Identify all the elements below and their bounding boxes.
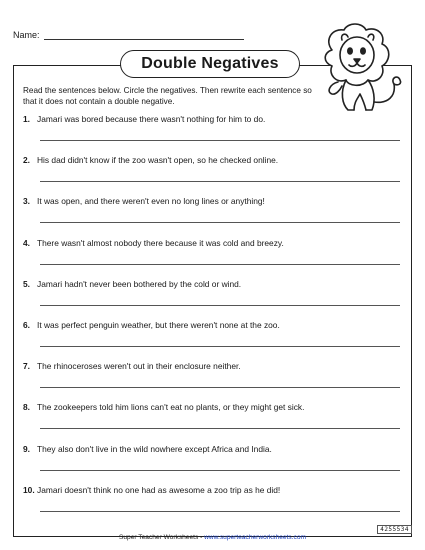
question-number: 10. [23, 484, 35, 495]
question-text: Jamari was bored because there wasn't nothing for him to do. [37, 114, 266, 124]
question-item [23, 114, 403, 124]
question-number: 9. [23, 443, 30, 454]
question-row [23, 238, 403, 248]
question-number: 5. [23, 278, 30, 289]
instructions: Read the sentences below. Circle the negatives. Then rewrite each sentence so that it does not contain a double negative. [23, 86, 312, 106]
question-item [23, 444, 403, 454]
answer-line[interactable] [40, 346, 400, 347]
question-text: Jamari doesn't think no one had as awesome a zoo trip as he did! [37, 484, 281, 495]
question-item [23, 361, 403, 371]
question-row [23, 402, 403, 412]
answer-line[interactable] [40, 428, 400, 429]
question-text: It was perfect penguin weather, but there weren't none at the zoo. [37, 320, 280, 330]
question-text: Jamari hadn't never been bothered by the cold or wind. [37, 278, 242, 289]
question-item [23, 485, 403, 495]
question-number: 6. [23, 320, 30, 330]
question-item [23, 238, 403, 248]
question-item [23, 155, 403, 165]
question-row [23, 320, 403, 330]
answer-line[interactable] [40, 181, 400, 182]
name-field [13, 30, 244, 40]
question-text: The zookeepers told him lions can't eat no plants, or they might get sick. [37, 402, 305, 413]
question-item [23, 402, 403, 412]
lion-icon [318, 22, 406, 118]
footer [0, 534, 425, 541]
answer-line[interactable] [40, 305, 400, 306]
page-title-text: Double Negatives [141, 55, 279, 72]
question-text: His dad didn't know if the zoo wasn't open, so he checked online. [37, 155, 279, 166]
answer-line[interactable] [40, 222, 400, 223]
name-label: Name: [13, 30, 40, 40]
question-number: 8. [23, 402, 30, 413]
footer-brand: Super Teacher Worksheets - [118, 534, 205, 541]
answer-line[interactable] [40, 264, 400, 265]
answer-line[interactable] [40, 140, 400, 141]
question-item [23, 320, 403, 330]
question-row [23, 155, 403, 165]
worksheet-code: 4255534 [377, 525, 412, 534]
worksheet-frame [13, 65, 412, 537]
question-text: They also don't live in the wild nowhere except Africa and India. [37, 443, 272, 454]
question-number: 4. [23, 237, 30, 248]
question-text: It was open, and there weren't even no long lines or anything! [37, 196, 265, 207]
footer-url[interactable]: www.superteacherworksheets.com [204, 534, 307, 541]
name-input-line[interactable] [44, 30, 244, 40]
question-number: 7. [23, 361, 30, 372]
question-number: 3. [23, 196, 30, 207]
answer-line[interactable] [40, 470, 400, 471]
page-title [120, 50, 300, 78]
question-row [23, 485, 403, 495]
question-row [23, 361, 403, 371]
question-number: 1. [23, 114, 30, 124]
question-item [23, 279, 403, 289]
question-text: The rhinoceroses weren't out in their enclosure neither. [37, 361, 241, 372]
question-text: There wasn't almost nobody there because it was cold and breezy. [37, 237, 284, 248]
question-item [23, 196, 403, 206]
question-row [23, 196, 403, 206]
answer-line[interactable] [40, 511, 400, 512]
question-row [23, 279, 403, 289]
answer-line[interactable] [40, 387, 400, 388]
question-row [23, 444, 403, 454]
question-number: 2. [23, 155, 30, 166]
question-row [23, 114, 403, 124]
